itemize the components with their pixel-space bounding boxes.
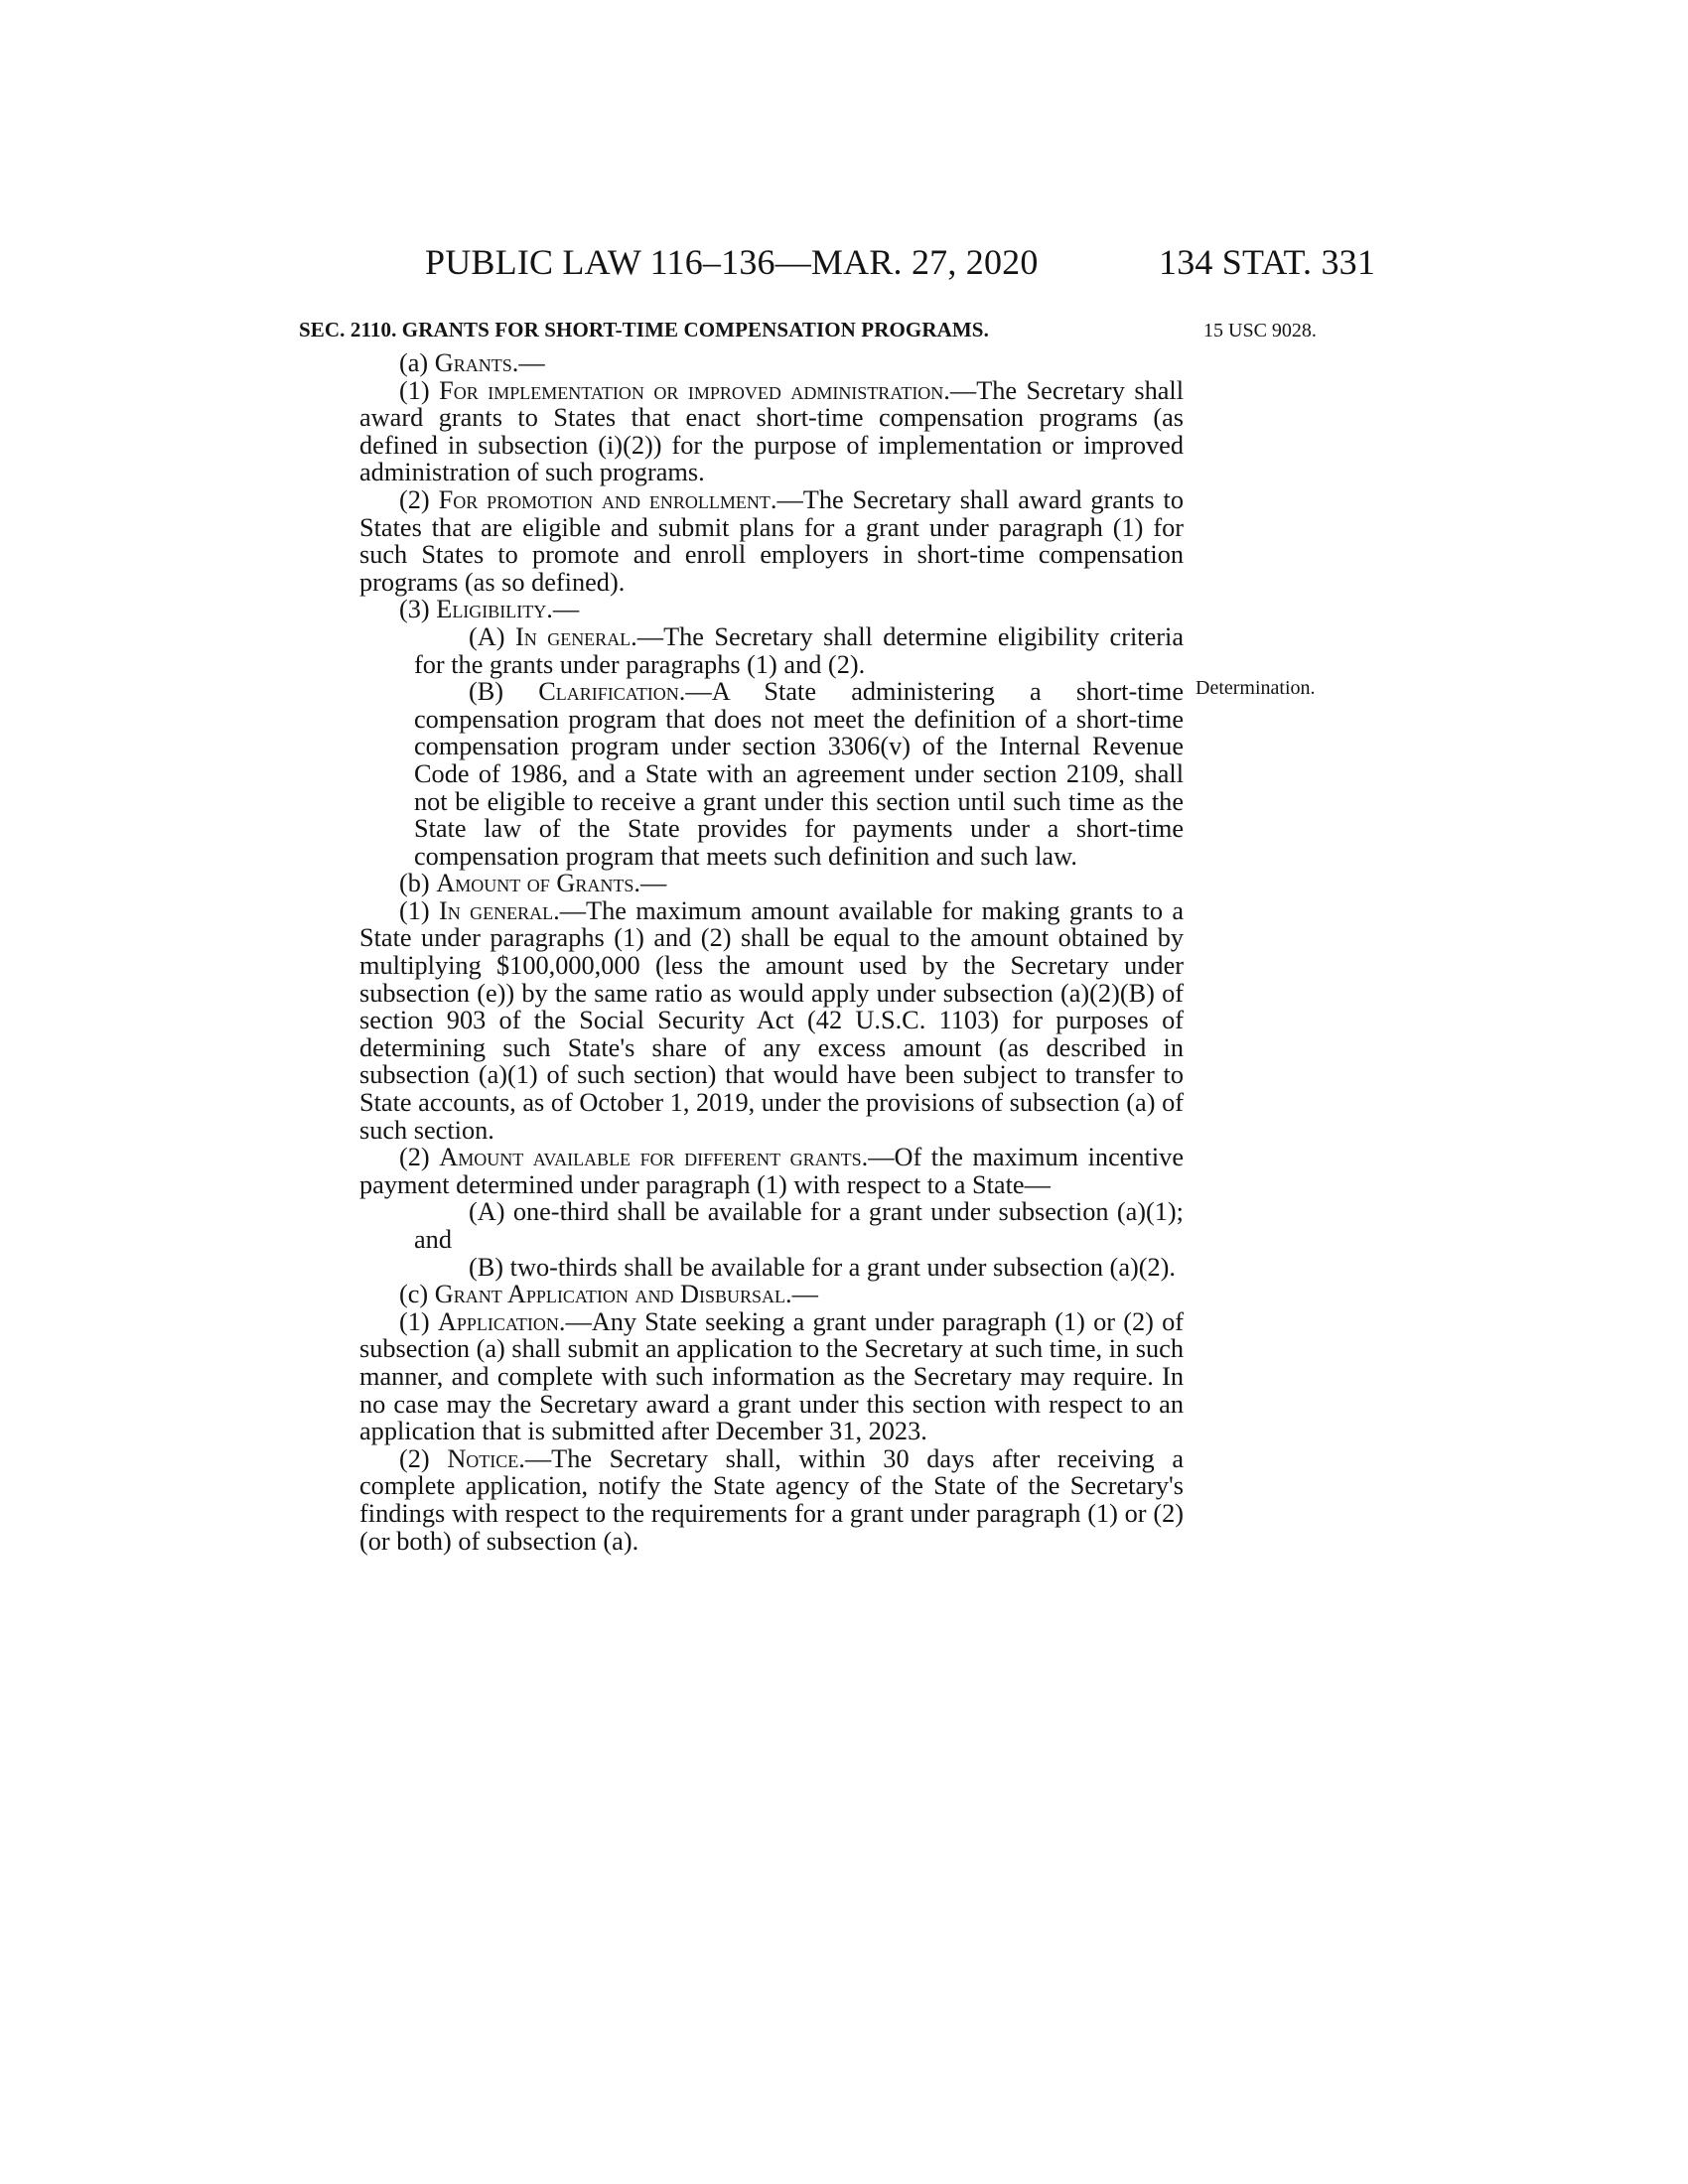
usc-margin-note: 15 USC 9028.: [1203, 320, 1317, 341]
paragraph-text: two-thirds shall be available for a grant under subsection (a)(2).: [509, 1252, 1176, 1282]
paragraph-text: Any State seeking a grant under paragraph (1) or (2) of subsection (a) shall submit an application to the Secretary at such time, in such manner, and complete with such information as the Secretary may require. In no case may the Secretary award a grant under this section with respect to an application that is submitted after December 31, 2023.: [359, 1306, 1185, 1446]
subparagraph-b-2-B: (B) two-thirds shall be available for a grant under subsection (a)(2).: [469, 1252, 1176, 1282]
subsection-heading: Grants.—: [434, 348, 545, 377]
paragraph-heading: For promotion and enrollment.—: [438, 484, 803, 514]
determination-margin-note: Determination.: [1196, 677, 1316, 699]
section-body: [359, 349, 1184, 1555]
paragraph-heading: In general.—: [514, 621, 664, 651]
paragraph-heading: For implementation or improved administration.—: [439, 375, 977, 405]
paragraph-c-2: (2) Notice.—The Secretary shall, within 30 days after receiving a complete application, notify the State agency of the State of the Secretary's findings with respect to the requirements for a grant under paragraph (1) or (2) (or both) of subsection (a).: [359, 1443, 1184, 1556]
paragraph-text: Of the maximum incentive payment determined under paragraph (1) with respect to a State—: [359, 1143, 1184, 1199]
paragraph-heading: Notice.—: [447, 1443, 552, 1473]
paragraph-text: one-third shall be available for a grant under subsection (a)(1); and: [414, 1197, 1184, 1254]
paragraph-text: The maximum amount available for making grants to a State under paragraphs (1) and (2) shall be equal to the amount obtained by multiplying $100,000,000 (less the amount used by the Secretary under subsection (e)) by the same ratio as would apply under subsection (a)(2)(B) of section 903 of the Social Security Act (42 U.S.C. 1103) for purposes of determining such State's share of any excess amount (as described in subsection (a)(1) of such section) that would have been subject to transfer to State accounts, as of October 1, 2019, under the provisions of subsection (a) of such section.: [359, 895, 1184, 1145]
subsection-c: (c) Grant Application and Disbursal.—: [399, 1280, 818, 1309]
paragraph-text: The Secretary shall award grants to States that enact short-time compensation programs (as defined in subsection (i)(2)) for the purpose of implementation or improved administration of such programs.: [359, 375, 1184, 487]
paragraph-heading: Application.—: [437, 1306, 592, 1336]
paragraph-a-2: (2) For promotion and enrollment.—The Secretary shall award grants to States that are eligible and submit plans for a grant under paragraph (1) for such States to promote and enroll employers in short-time compensation programs (as so defined).: [359, 484, 1185, 597]
subsection-heading: Grant Application and Disbursal.—: [434, 1280, 818, 1309]
paragraph-b-2: (2) Amount available for different grants.—Of the maximum incentive payment determined under paragraph (1) with respect to a State—: [359, 1143, 1184, 1199]
subsection-a: (a) Grants.—: [399, 348, 545, 377]
subparagraph-a-3-B: (B) Clarification.—A State administering a short-time compensation program that does not meet the definition of a short-time compensation program under section 3306(v) of the Internal Revenue Code of 1986, and a State with an agreement under section 2109, shall not be eligible to receive a grant under this section until such time as the State law of the State provides for payments under a short-time compensation program that meets such definition and such law.: [414, 677, 1184, 871]
subsection-b: (b) Amount of Grants.—: [399, 869, 667, 898]
paragraph-heading: Amount available for different grants.—: [439, 1143, 895, 1172]
paragraph-heading: In general.—: [439, 895, 586, 925]
paragraph-text: The Secretary shall determine eligibility criteria for the grants under paragraphs (1) and (2).: [414, 621, 1185, 679]
paragraph-text: The Secretary shall, within 30 days after receiving a complete application, notify the State agency of the State of the Secretary's findings with respect to the requirements for a grant under paragraph (1) or (2) (or both) of subsection (a).: [359, 1443, 1184, 1556]
section-heading: SEC. 2110. GRANTS FOR SHORT-TIME COMPENSATION PROGRAMS.: [299, 318, 989, 341]
paragraph-c-1: (1) Application.—Any State seeking a grant under paragraph (1) or (2) of subsection (a) shall submit an application to the Secretary at such time, in such manner, and complete with such information as the Secretary may require. In no case may the Secretary award a grant under this section with respect to an application that is submitted after December 31, 2023.: [359, 1306, 1185, 1446]
paragraph-a-1: (1) For implementation or improved administration.—The Secretary shall award grants to States that enact short-time compensation programs (as defined in subsection (i)(2)) for the purpose of implementation or improved administration of such programs.: [359, 375, 1184, 487]
subsection-heading: Amount of Grants.—: [436, 869, 667, 898]
subparagraph-b-2-A: (A) one-third shall be available for a grant under subsection (a)(1); and: [414, 1197, 1184, 1254]
paragraph-heading: Clarification.—: [538, 677, 712, 707]
page-stat-number: 134 STAT. 331: [1159, 242, 1376, 282]
paragraph-heading: Eligibility.—: [436, 595, 580, 624]
paragraph-text: A State administering a short-time compensation program that does not meet the definition of a short-time compensation program under section 3306(v) of the Internal Revenue Code of 1986, and a State with an agreement under section 2109, shall not be eligible to receive a grant under this section until such time as the State law of the State provides for payments under a short-time compensation program that meets such definition and such law.: [414, 677, 1184, 871]
paragraph-text: The Secretary shall award grants to States that are eligible and submit plans for a grant under paragraph (1) for such States to promote and enroll employers in short-time compensation programs (as so defined).: [359, 484, 1185, 597]
subparagraph-a-3-A: (A) In general.—The Secretary shall determine eligibility criteria for the grants under paragraphs (1) and (2).: [414, 621, 1185, 679]
page-header-title: PUBLIC LAW 116–136—MAR. 27, 2020: [425, 242, 1039, 282]
paragraph-a-3: (3) Eligibility.—: [399, 595, 580, 624]
paragraph-b-1: (1) In general.—The maximum amount available for making grants to a State under paragraphs (1) and (2) shall be equal to the amount obtained by multiplying $100,000,000 (less the amount used by the Secretary under subsection (e)) by the same ratio as would apply under subsection (a)(2)(B) of section 903 of the Social Security Act (42 U.S.C. 1103) for purposes of determining such State's share of any excess amount (as described in subsection (a)(1) of such section) that would have been subject to transfer to State accounts, as of October 1, 2019, under the provisions of subsection (a) of such section.: [359, 895, 1184, 1145]
